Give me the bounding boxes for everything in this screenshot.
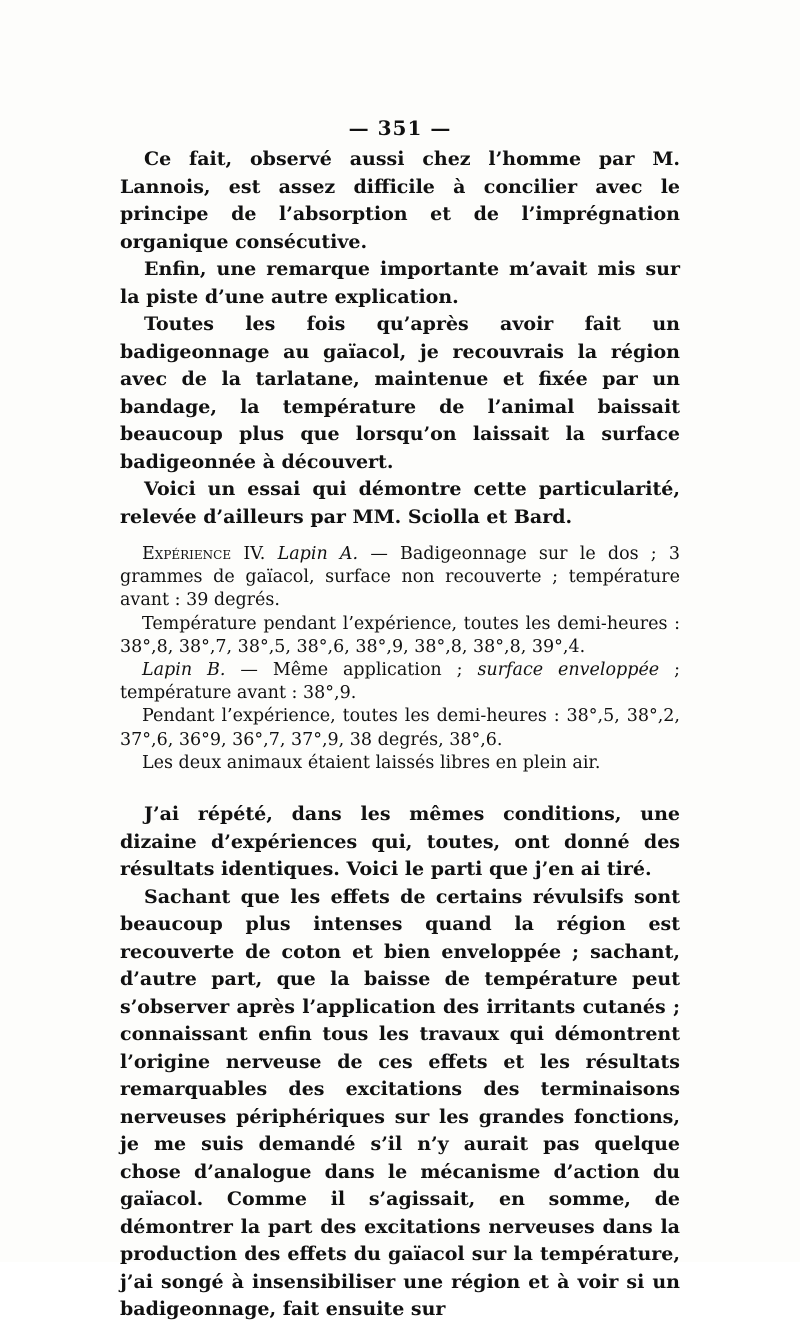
- lapin-a-label: Lapin A.: [277, 544, 359, 564]
- experiment-block: [120, 543, 680, 775]
- lapin-b-temperatures: Pendant l’expérience, toutes les demi-heures : 38°,5, 38°,2, 37°,6, 36°9, 36°,7, 37°,9, 38 degrés, 38°,6.: [120, 706, 680, 750]
- paragraph-5: J’ai répété, dans les mêmes conditions, une dizaine d’expériences qui, toutes, ont donné des résultats identiques. Voici le parti que j’en ai tiré.: [120, 803, 680, 881]
- experiment-heading: Expérience IV.: [142, 544, 266, 564]
- paragraph-3: Toutes les fois qu’après avoir fait un badigeonnage au gaïacol, je recouvrais la région avec de la tarlatane, maintenue et fixée par un bandage, la température de l’animal baissait beaucoup plus que lorsqu’on laissait la surface badigeonnée à découvert.: [120, 313, 680, 473]
- lapin-b-label: Lapin B.: [142, 660, 226, 681]
- paragraph-2: Enfin, une remarque importante m’avait mis sur la piste d’une autre explication.: [120, 258, 680, 308]
- paragraph-4: Voici un essai qui démontre cette particularité, relevée d’ailleurs par MM. Sciolla et Bard.: [120, 478, 680, 528]
- paragraph-6: Sachant que les effets de certains révulsifs sont beaucoup plus intenses quand la région est recouverte de coton et bien enveloppée ; sachant, d’autre part, que la baisse de température peut s’observer après l’application des irritants cutanés ; connaissant enfin tous les travaux qui démontrent l’origine nerveuse de ces effets et les résultats remarquables des excitations des terminaisons nerveuses périphériques sur les grandes fonctions, je me suis demandé s’il n’y aurait pas quelque chose d’analogue dans le mécanisme d’action du gaïacol. Comme il s’agissait, en somme, de démontrer la part des excitations nerveuses dans la production des effets du gaïacol sur la température, j’ai songé à insensibiliser une région et à voir si un badigeonnage, fait ensuite sur: [120, 885, 680, 1321]
- lapin-b-text-c: ; température avant : 38°,9.: [120, 660, 680, 704]
- paragraph-1: Ce fait, observé aussi chez l’homme par M. Lannois, est assez difficile à concilier avec le principe de l’absorption et de l’imprégnation organique consécutive.: [120, 148, 680, 253]
- lapin-a-text: — Badigeonnage sur le dos ; 3 grammes de gaïacol, surface non recouverte ; température avant : 39 degrés.: [120, 544, 681, 611]
- lapin-a-temperatures: Température pendant l’expérience, toutes les demi-heures : 38°,8, 38°,7, 38°,5, 38°,6, 38°,9, 38°,8, 38°,8, 39°,4.: [120, 613, 680, 657]
- page-body: [120, 146, 680, 1324]
- lapin-b-text-a: — Même application ;: [225, 660, 478, 681]
- page-number: — 351 —: [348, 116, 452, 140]
- experiment-lapin-b: [120, 659, 680, 705]
- experiment-lapin-a: [120, 543, 680, 613]
- experiment-conclusion: Les deux animaux étaient laissés libres en plein air.: [142, 752, 601, 773]
- lapin-b-emphasis: surface enveloppée: [477, 660, 660, 681]
